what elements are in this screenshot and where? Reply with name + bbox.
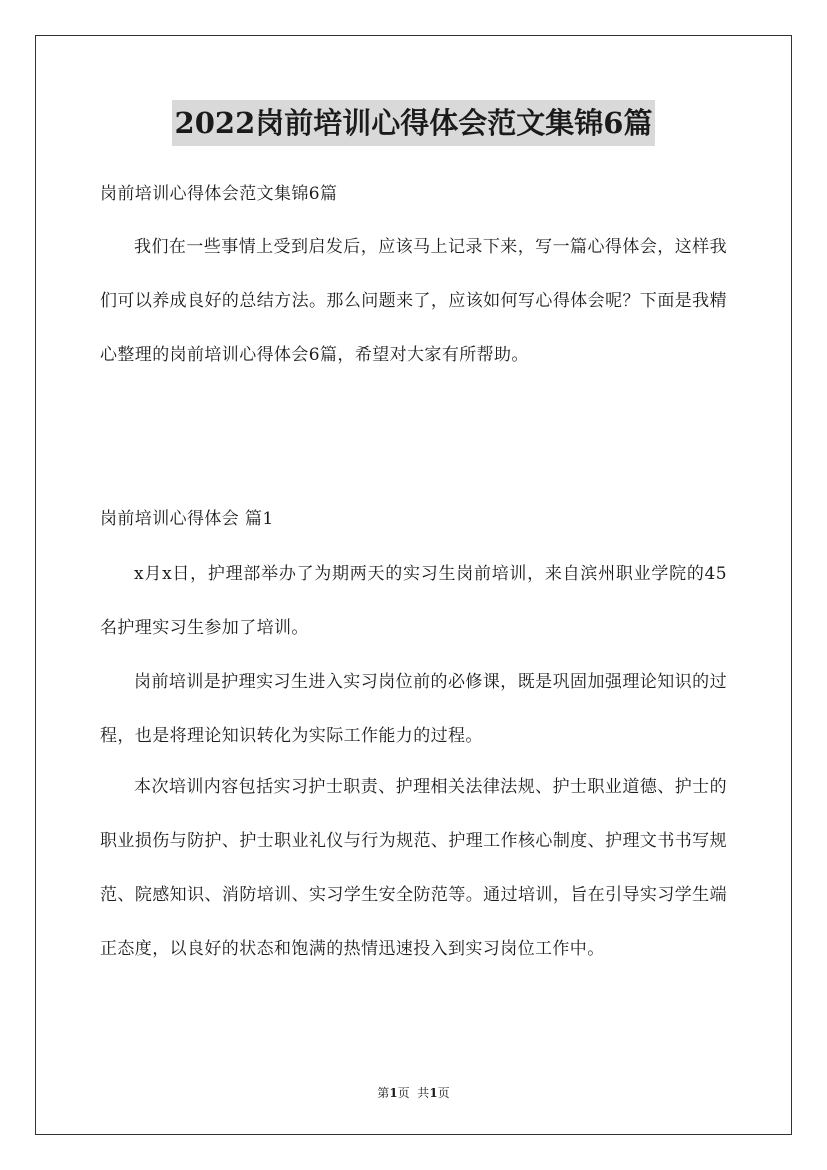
footer-page-suffix: 页 [437,1086,450,1100]
intro-paragraph: 我们在一些事情上受到启发后，应该马上记录下来，写一篇心得体会，这样我们可以养成良好的总结方法。那么问题来了，应该如何写心得体会呢？下面是我精心整理的岗前培训心得体会6篇，希望对大家有所帮助。 [100,237,727,365]
page-footer [0,1085,827,1101]
section-paragraph-2: 岗前培训是护理实习生进入实习岗位前的必修课，既是巩固加强理论知识的过程，也是将理论知识转化为实际工作能力的过程。 [100,672,727,746]
document-title-text: 2022岗前培训心得体会范文集锦6篇 [172,100,656,146]
section-heading: 岗前培训心得体会 篇1 [100,509,274,529]
footer-page-mid: 页 共 [397,1086,430,1100]
document-title [0,100,827,146]
footer-page-prefix: 第 [377,1086,390,1100]
section-paragraph-3: 本次培训内容包括实习护士职责、护理相关法律法规、护士职业道德、护士的职业损伤与防护、护士职业礼仪与行为规范、护理工作核心制度、护理文书书写规范、院感知识、消防培训、实习学生安全防范等。通过培训，旨在引导实习学生端正态度，以良好的状态和饱满的热情迅速投入到实习岗位工作中。 [100,777,727,959]
document-subtitle: 岗前培训心得体会范文集锦6篇 [100,184,338,204]
footer-page-current: 1 [389,1086,398,1100]
section-paragraph-1: x月x日，护理部举办了为期两天的实习生岗前培训，来自滨州职业学院的45名护理实习生参加了培训。 [100,564,727,638]
footer-page-total: 1 [429,1086,438,1100]
